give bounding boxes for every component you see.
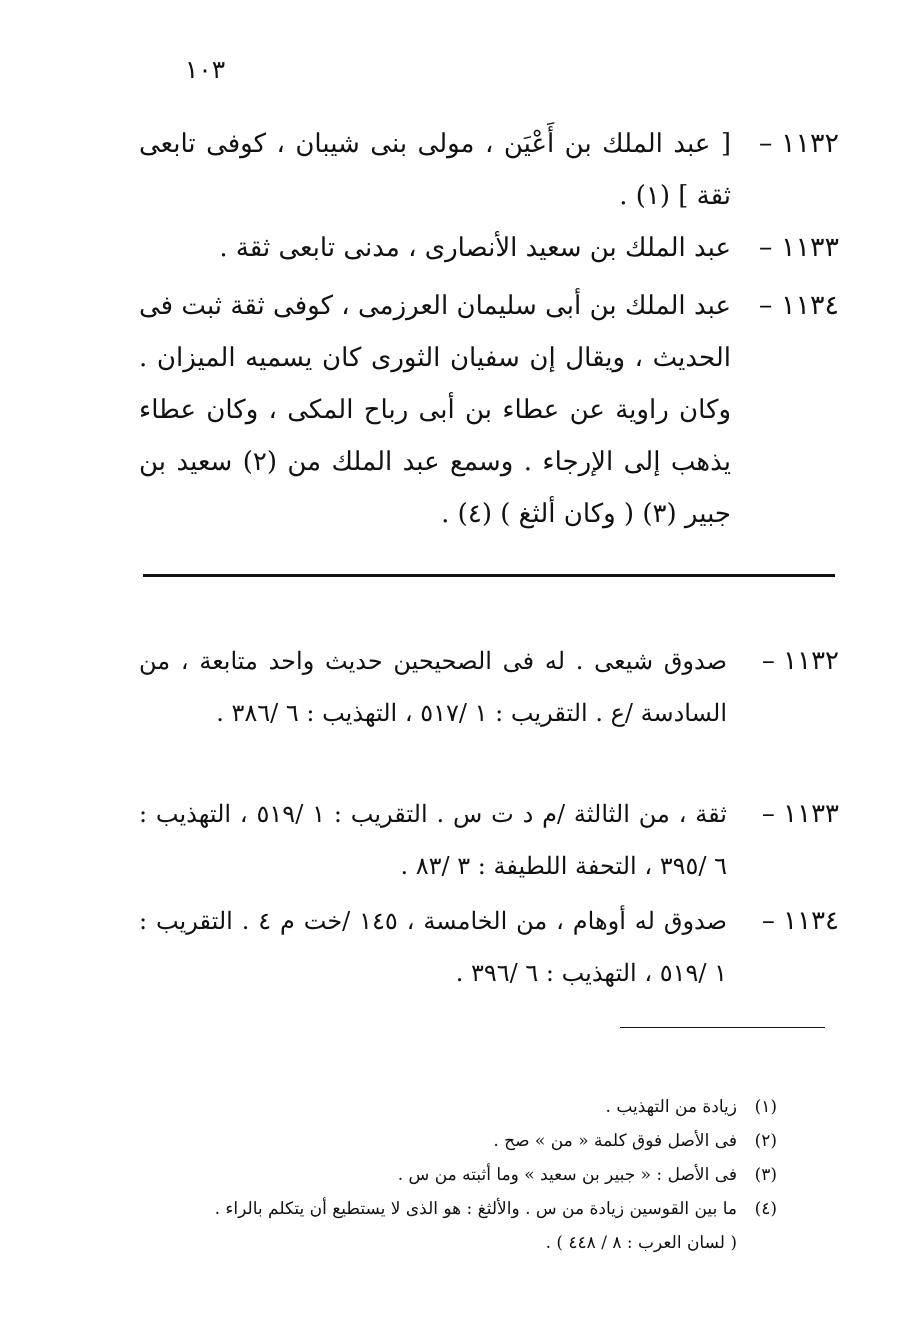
footnote-mark: (٤) bbox=[754, 1199, 777, 1219]
note-number: ١١٣٤ – bbox=[761, 906, 839, 936]
note-1132 bbox=[139, 635, 839, 739]
section-divider bbox=[143, 574, 835, 577]
note-number: ١١٣٣ – bbox=[761, 799, 839, 829]
note-1134 bbox=[139, 895, 839, 999]
entry-1132 bbox=[139, 118, 839, 222]
footnote-text: زيادة من التهذيب . bbox=[605, 1097, 737, 1117]
note-1133 bbox=[139, 788, 839, 892]
footnote-text: فى الأصل فوق كلمة « من » صح . bbox=[493, 1131, 737, 1151]
entry-1134 bbox=[139, 280, 839, 540]
footnotes bbox=[127, 1090, 777, 1260]
page-number: ١٠٣ bbox=[184, 55, 226, 84]
note-text: صدوق له أوهام ، من الخامسة ، ١٤٥ /خت م ٤ . التقريب : ١ /٥١٩ ، التهذيب : ٦ /٣٩٦ . bbox=[139, 907, 728, 987]
entry-number: ١١٣٣ – bbox=[758, 232, 839, 263]
note-text: صدوق شيعى . له فى الصحيحين حديث واحد متابعة ، من السادسة /ع . التقريب : ١ /٥١٧ ، التهذيب : ٦ /٣٨٦ . bbox=[139, 647, 727, 727]
entry-text: عبد الملك بن سعيد الأنصارى ، مدنى تابعى ثقة . bbox=[219, 233, 731, 263]
entry-1133 bbox=[139, 222, 839, 274]
footnote-text: ما بين القوسين زيادة من س . والألثغ : هو الذى لا يستطيع أن يتكلم بالراء . bbox=[214, 1199, 737, 1219]
footnote-mark: (٣) bbox=[754, 1165, 777, 1185]
note-number: ١١٣٢ – bbox=[761, 646, 839, 676]
footnote-3 bbox=[127, 1158, 777, 1192]
footnote-1 bbox=[127, 1090, 777, 1124]
entry-number: ١١٣٤ – bbox=[758, 290, 839, 321]
note-text: ثقة ، من الثالثة /م د ت س . التقريب : ١ /٥١٩ ، التهذيب : ٦ /٣٩٥ ، التحفة اللطيفة : ٣ /٨٣ . bbox=[139, 800, 727, 880]
footnote-4-continuation: ( لسان العرب : ٨ / ٤٤٨ ) . bbox=[545, 1233, 737, 1253]
entry-text: عبد الملك بن أبى سليمان العرزمى ، كوفى ثقة ثبت فى الحديث ، ويقال إن سفيان الثورى كان يسميه الميزان . وكان راوية عن عطاء بن أبى رباح المكى ، وكان عطاء يذهب إلى الإرجاء . وسمع عبد الملك من (٢) سعيد بن جبير (٣) ( وكان ألثغ ) (٤) . bbox=[139, 291, 731, 529]
footnote-2 bbox=[127, 1124, 777, 1158]
footnote-mark: (٢) bbox=[754, 1131, 777, 1151]
entry-text: [ عبد الملك بن أَعْيَن ، مولى بنى شيبان ، كوفى تابعى ثقة ] (١) . bbox=[139, 129, 731, 211]
footnote-4 bbox=[127, 1192, 777, 1226]
footnote-divider bbox=[620, 1027, 825, 1028]
footnote-mark: (١) bbox=[754, 1097, 777, 1117]
footnote-text: فى الأصل : « جبير بن سعيد » وما أثبته من س . bbox=[397, 1165, 737, 1185]
entry-number: ١١٣٢ – bbox=[758, 128, 839, 159]
